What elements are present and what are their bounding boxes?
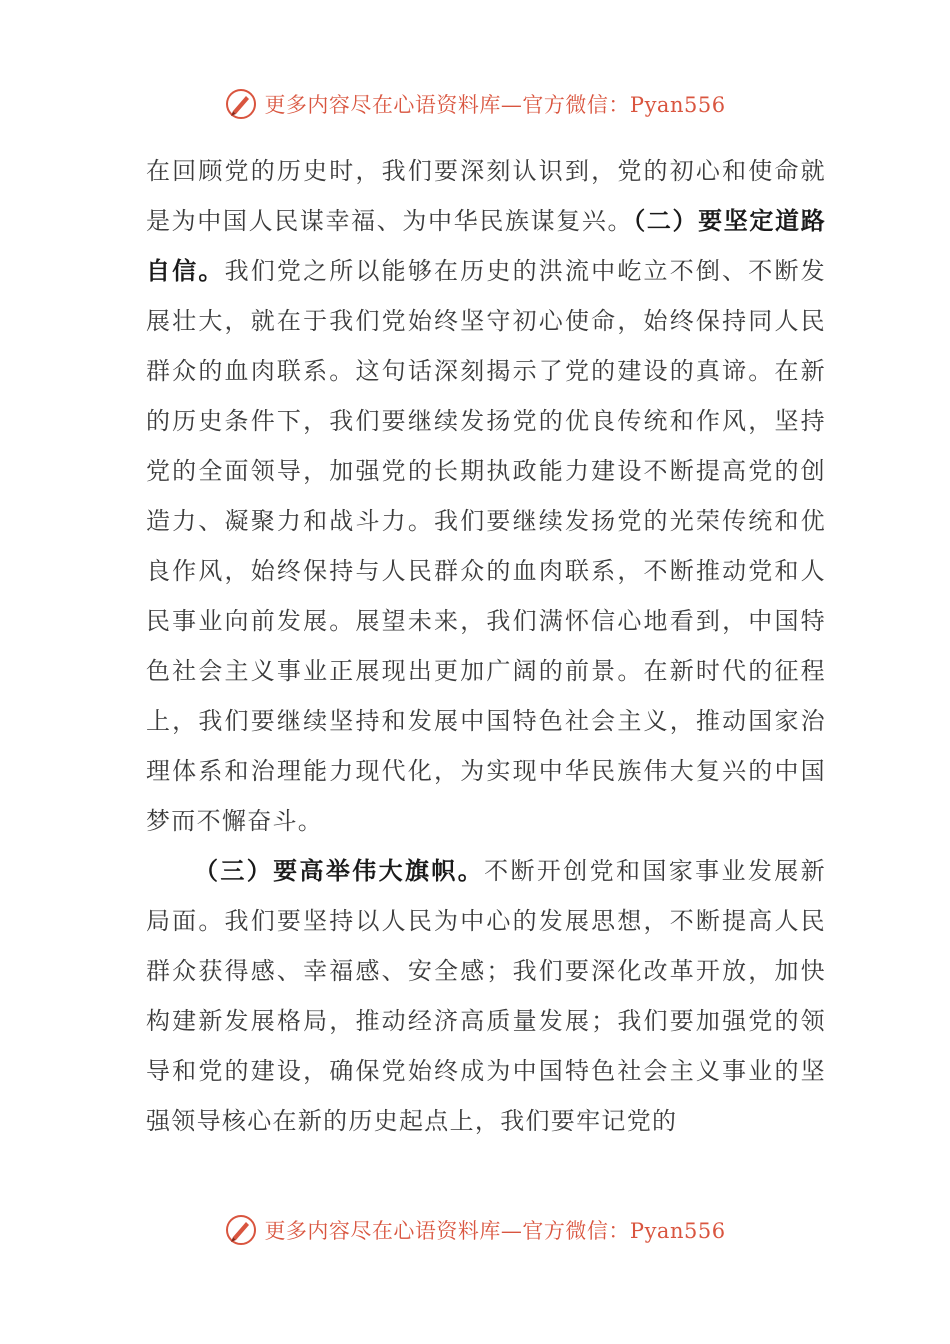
paragraph-1 — [146, 146, 826, 846]
footer-banner — [0, 1208, 950, 1252]
section-heading-2: （二）要坚定道路自信。 — [146, 206, 826, 285]
pen-logo-icon — [224, 1213, 258, 1247]
footer-banner-text: 更多内容尽在心语资料库—官方微信：Pyan556 — [264, 1219, 726, 1243]
pen-logo-icon — [224, 87, 258, 121]
paragraph-2-text: 不断开创党和国家事业发展新局面。我们要坚持以人民为中心的发展思想，不断提高人民群众获得感、幸福感、安全感；我们要深化改革开放，加快构建新发展格局，推动经济高质量发展；我们要加强党的领导和党的建设，确保党始终成为中国特色社会主义事业的坚强领导核心在新的历史起点上，我们要牢记党的 — [146, 857, 826, 1135]
section-heading-3: （三）要高举伟大旗帜。 — [194, 856, 485, 885]
header-banner-text: 更多内容尽在心语资料库—官方微信：Pyan556 — [264, 93, 726, 117]
paragraph-1-text-a: 在回顾党的历史时，我们要深刻认识到，党的初心和使命就是为中国人民谋幸福、为中华民族谋复兴。 — [146, 157, 826, 235]
document-body — [146, 146, 826, 1146]
header-banner — [0, 82, 950, 126]
paragraph-1-text-b: 我们党之所以能够在历史的洪流中屹立不倒、不断发展壮大，就在于我们党始终坚守初心使命，始终保持同人民群众的血肉联系。这句话深刻揭示了党的建设的真谛。在新的历史条件下，我们要继续发扬党的优良传统和作风，坚持党的全面领导，加强党的长期执政能力建设不断提高党的创造力、凝聚力和战斗力。我们要继续发扬党的光荣传统和优良作风，始终保持与人民群众的血肉联系，不断推动党和人民事业向前发展。展望未来，我们满怀信心地看到，中国特色社会主义事业正展现出更加广阔的前景。在新时代的征程上，我们要继续坚持和发展中国特色社会主义，推动国家治理体系和治理能力现代化，为实现中华民族伟大复兴的中国梦而不懈奋斗。 — [146, 257, 826, 835]
paragraph-2 — [146, 846, 826, 1146]
